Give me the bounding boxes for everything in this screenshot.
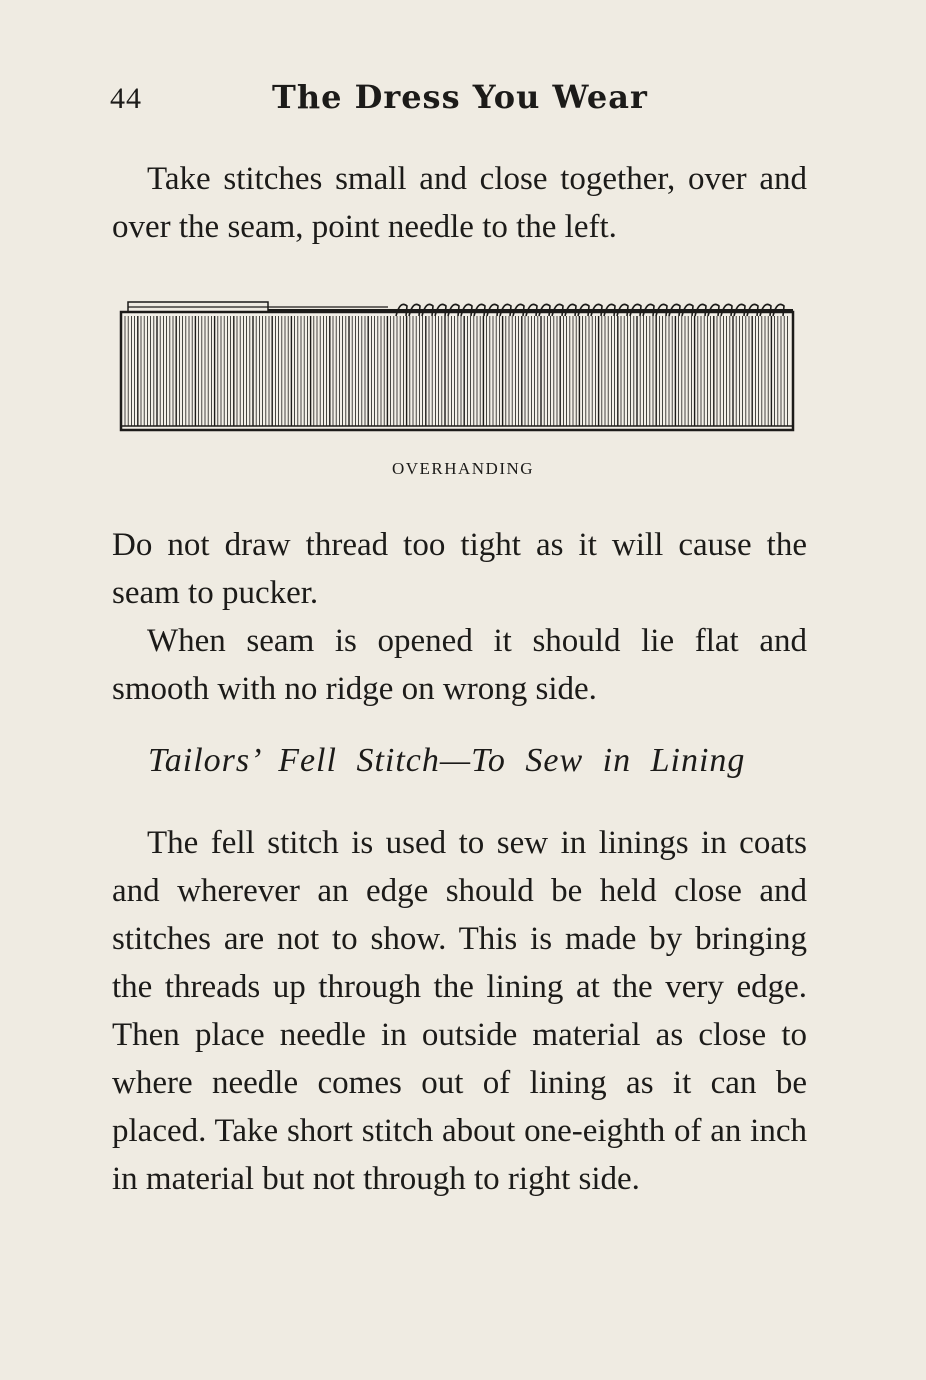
fabric-outline: [121, 312, 793, 430]
paragraph-overhanding-instruction: Take stitches small and close together, over and over the seam, point needle to the left.: [112, 161, 807, 245]
section-title: Tailors’ Fell Stitch—To Sew in Lining: [148, 742, 746, 779]
figure-caption: OVERHANDING: [391, 459, 535, 478]
running-head: The Dress You Wear: [272, 78, 648, 116]
overhanding-illustration: [118, 298, 796, 438]
paragraph-thread-tension: Do not draw thread too tight as it will cause the seam to pucker.: [112, 527, 807, 611]
page-number: 44: [110, 82, 142, 115]
paragraph-seam-opened: When seam is opened it should lie flat and smooth with no ridge on wrong side.: [112, 623, 807, 707]
paragraph-fell-stitch: The fell stitch is used to sew in linings in coats and wherever an edge should be held close and stitches are not to show. This is made by bringing the threads up through the lining at the very edge. Then place needle in outside material as close to where needle comes out of lining as it can be placed. Take short stitch about one-eighth of an inch in material but not through to right side.: [112, 825, 807, 1197]
